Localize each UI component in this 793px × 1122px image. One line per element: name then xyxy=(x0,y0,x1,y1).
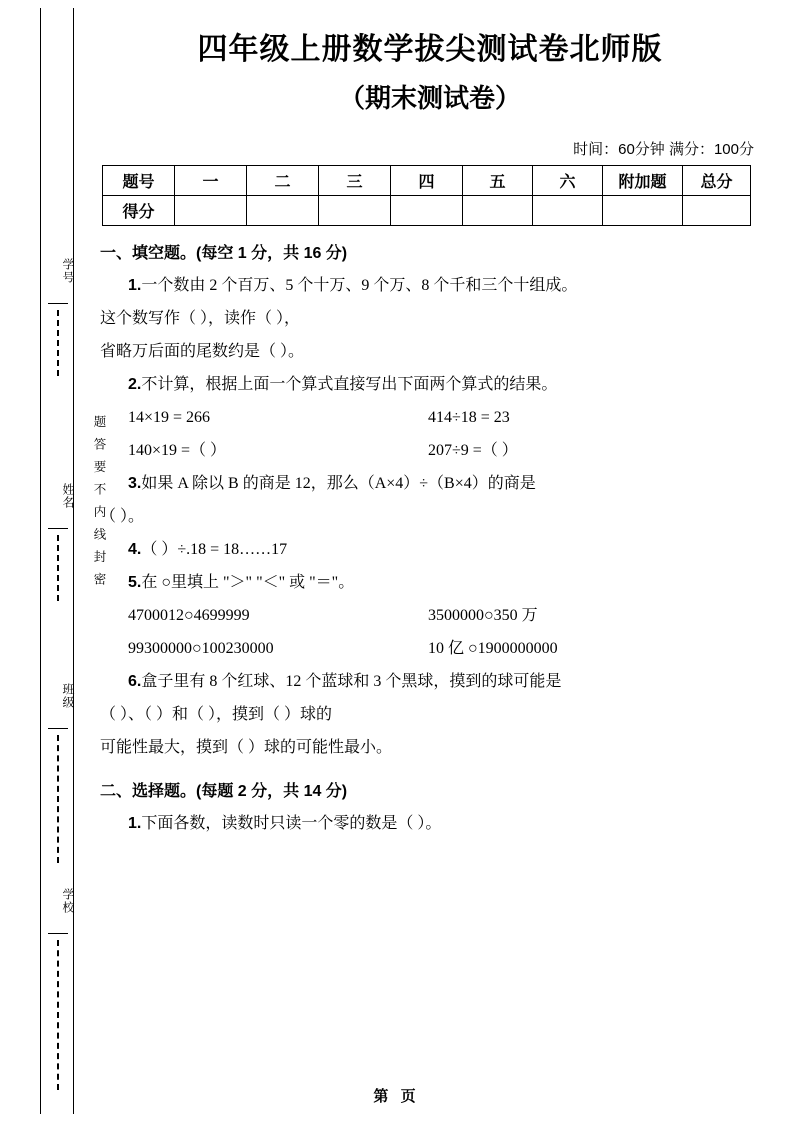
section-heading-1: 一、填空题。(每空 1 分，共 16 分) xyxy=(100,245,348,262)
score-table-col-5: 六 xyxy=(533,166,603,196)
question-text: 下面各数，读数时只读一个零的数是（ ）。 xyxy=(141,815,442,832)
question-line: （ ）、（ ）和（ ），摸到（ ）球的 xyxy=(100,706,333,723)
table-row xyxy=(103,196,751,226)
question-line xyxy=(100,269,760,302)
score-table-label-0: 题号 xyxy=(103,166,175,196)
document-body xyxy=(100,22,760,840)
question-1-4 xyxy=(100,533,760,566)
comparison-left: 4700012○4699999 xyxy=(128,607,250,624)
question-text: 盒子里有 8 个红球、12 个蓝球和 3 个黑球，摸到的球可能是 xyxy=(141,673,562,690)
question-line: （ ）。 xyxy=(100,508,145,525)
section-heading-2: 二、选择题。(每题 2 分，共 14 分) xyxy=(100,783,348,800)
equation-left: 140×19 =（ ） xyxy=(128,442,227,459)
seal-dash-3 xyxy=(57,735,59,863)
score-table-col-4: 五 xyxy=(463,166,533,196)
score-table xyxy=(102,165,751,226)
score-cell-7[interactable] xyxy=(683,196,751,226)
seal-dash-1 xyxy=(57,310,59,376)
score-cell-0[interactable] xyxy=(175,196,247,226)
equation-right: 414÷18 = 23 xyxy=(428,409,510,426)
seal-inner xyxy=(41,8,75,1114)
question-number: 5. xyxy=(128,574,142,591)
seal-field-school: 学校 xyxy=(61,888,75,914)
question-number: 3. xyxy=(128,475,142,492)
score-cell-4[interactable] xyxy=(463,196,533,226)
equation-right: 207÷9 =（ ） xyxy=(428,442,518,459)
question-1-3 xyxy=(100,467,760,533)
score-cell-2[interactable] xyxy=(319,196,391,226)
question-number: 2. xyxy=(128,376,142,393)
question-text: 在 ○里填上 "＞" "＜" 或 "＝"。 xyxy=(141,574,355,591)
seal-note-text: 题答要不内线封密 xyxy=(92,415,106,595)
question-line xyxy=(100,467,760,500)
question-line: 可能性最大，摸到（ ）球的可能性最小。 xyxy=(100,739,393,756)
question-text: （ ）÷.18 = 18……17 xyxy=(141,541,288,558)
question-number: 6. xyxy=(128,673,142,690)
score-cell-5[interactable] xyxy=(533,196,603,226)
question-1-1 xyxy=(100,269,760,368)
seal-line-bar xyxy=(40,8,74,1114)
question-text: 一个数由 2 个百万、5 个十万、9 个万、8 个千和三个十组成。 xyxy=(141,277,578,294)
question-line xyxy=(100,566,760,599)
question-1-5 xyxy=(100,566,760,665)
seal-dash-4 xyxy=(57,940,59,1090)
question-number: 1. xyxy=(128,277,142,294)
question-number: 1. xyxy=(128,815,142,832)
comparison-right: 3500000○350 万 xyxy=(428,607,538,624)
seal-note-column xyxy=(74,270,106,770)
score-table-col-7: 总分 xyxy=(683,166,751,196)
equation-left: 14×19 = 266 xyxy=(128,409,211,426)
seal-rule-4 xyxy=(48,933,68,934)
table-row xyxy=(103,166,751,196)
seal-rule-1 xyxy=(48,303,68,304)
score-table-col-1: 二 xyxy=(247,166,319,196)
score-cell-6[interactable] xyxy=(603,196,683,226)
comparison-row xyxy=(100,632,760,665)
comparison-left: 99300000○100230000 xyxy=(128,640,274,657)
score-table-col-2: 三 xyxy=(319,166,391,196)
question-line xyxy=(100,368,760,401)
seal-field-student-number: 学号 xyxy=(61,258,75,284)
comparison-right: 10 亿 ○1900000000 xyxy=(428,640,558,657)
question-line xyxy=(100,807,760,840)
seal-field-name: 姓名 xyxy=(61,483,75,509)
question-number: 4. xyxy=(128,541,142,558)
page-footer: 第 页 xyxy=(373,1088,420,1105)
question-line: 省略万后面的尾数约是（ ）。 xyxy=(100,343,305,360)
score-table-col-3: 四 xyxy=(391,166,463,196)
question-1-6 xyxy=(100,665,760,764)
comparison-row xyxy=(100,599,760,632)
equation-row xyxy=(100,434,760,467)
question-text: 不计算，根据上面一个算式直接写出下面两个算式的结果。 xyxy=(141,376,558,393)
question-line xyxy=(100,665,760,698)
question-line: 这个数写作（ ），读作（ ）， xyxy=(100,310,301,327)
question-text: 如果 A 除以 B 的商是 12，那么（A×4）÷（B×4）的商是 xyxy=(141,475,536,492)
question-line xyxy=(100,533,760,566)
seal-rule-3 xyxy=(48,728,68,729)
page-subtitle: （期末测试卷） xyxy=(338,83,521,113)
score-table-col-6: 附加题 xyxy=(603,166,683,196)
question-2-1 xyxy=(100,807,760,840)
seal-rule-2 xyxy=(48,528,68,529)
score-table-col-0: 一 xyxy=(175,166,247,196)
score-cell-1[interactable] xyxy=(247,196,319,226)
score-table-label-1: 得分 xyxy=(103,196,175,226)
score-cell-3[interactable] xyxy=(391,196,463,226)
exam-meta: 时间：60分钟 满分：100分 xyxy=(573,141,754,158)
equation-row xyxy=(100,401,760,434)
seal-field-class: 班级 xyxy=(61,683,75,709)
page-title: 四年级上册数学拔尖测试卷北师版 xyxy=(197,33,663,66)
question-1-2 xyxy=(100,368,760,467)
seal-dash-2 xyxy=(57,535,59,601)
